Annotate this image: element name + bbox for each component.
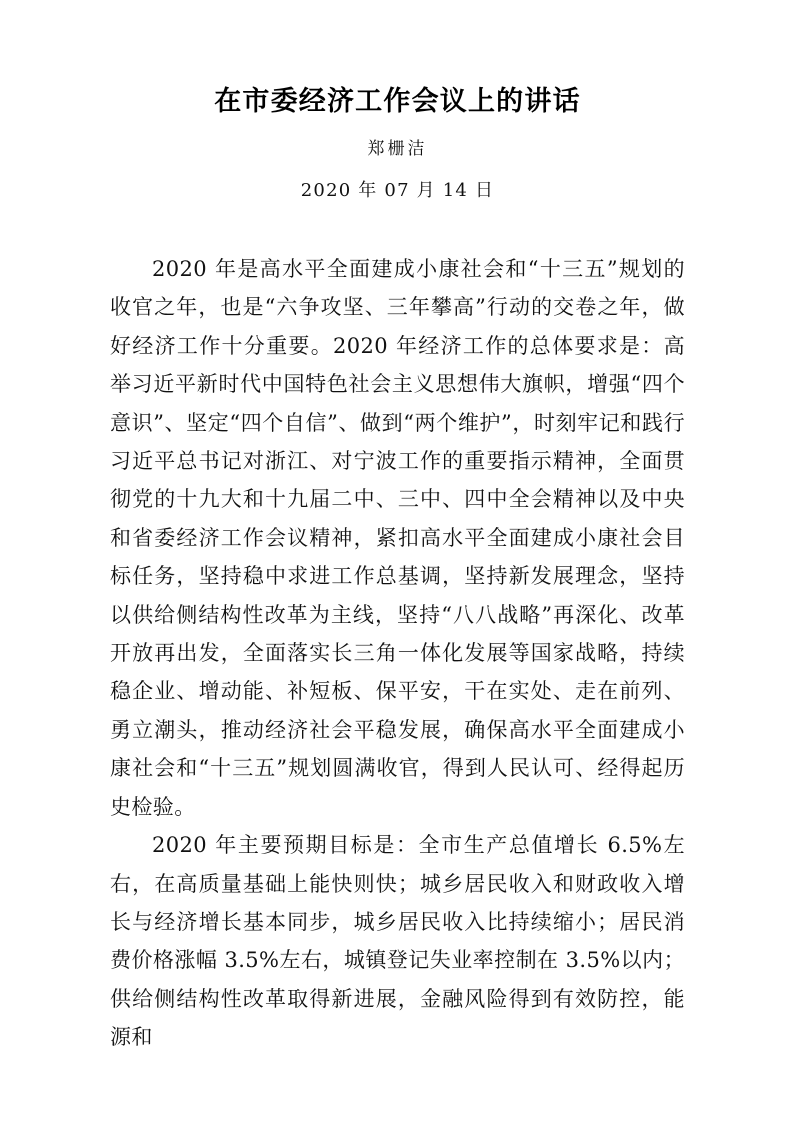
body-text	[110, 250, 685, 1057]
page-title: 在市委经济工作会议上的讲话	[214, 86, 581, 117]
document-date: 2020 年 07 月 14 日	[300, 180, 495, 201]
title-block	[110, 0, 685, 204]
document-body	[110, 0, 685, 1057]
document-author: 郑栅洁	[367, 139, 428, 159]
body-paragraph: 2020 年主要预期目标是：全市生产总值增长 6.5%左右，在高质量基础上能快则快；城乡居民收入和财政收入增长与经济增长基本同步，城乡居民收入比持续缩小；居民消费价格涨幅 3.5%左右，城镇登记失业率控制在 3.5%以内；供给侧结构性改革取得新进展，金融风险得到有效防控，能源和	[110, 833, 685, 1050]
body-paragraph: 2020 年是高水平全面建成小康社会和“十三五”规划的收官之年，也是“六争攻坚、三年攀高”行动的交卷之年，做好经济工作十分重要。2020 年经济工作的总体要求是：高举习近平新时代中国特色社会主义思想伟大旗帜，增强“四个意识”、坚定“四个自信”、做到“两个维护”，时刻牢记和践行习近平总书记对浙江、对宁波工作的重要指示精神，全面贯彻党的十九大和十九届二中、三中、四中全会精神以及中央和省委经济工作会议精神，紧扣高水平全面建成小康社会目标任务，坚持稳中求进工作总基调，坚持新发展理念，坚持以供给侧结构性改革为主线，坚持“八八战略”再深化、改革开放再出发，全面落实长三角一体化发展等国家战略，持续稳企业、增动能、补短板、保平安，干在实处、走在前列、勇立潮头，推动经济社会平稳发展，确保高水平全面建成小康社会和“十三五”规划圆满收官，得到人民认可、经得起历史检验。	[110, 257, 685, 819]
